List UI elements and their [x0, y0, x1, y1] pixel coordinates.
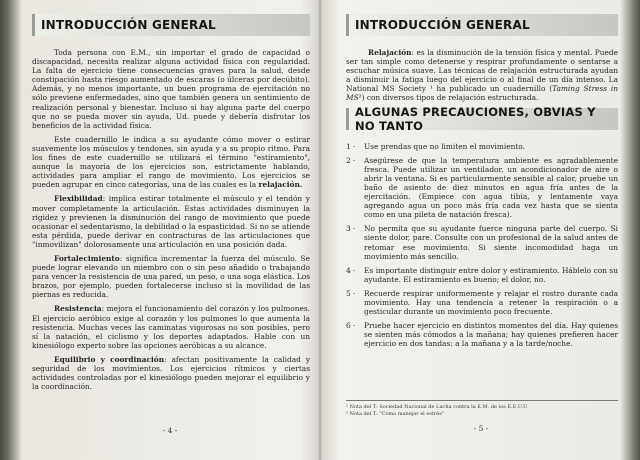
- footnotes: [346, 400, 618, 418]
- right-heading-bar: [346, 14, 618, 36]
- intro-paragraph: Toda persona con E.M., sin importar el grado de capacidad o discapacidad, necesita realizar alguna actividad física con regularidad. La falta de ejercicio tiene consecuencias graves para la salud, desde constipación hasta riesgo aumentado de escaras (o úlceras por decúbito). Además, y no menos importante, un buen programa de ejercitación no sólo previene enfermedades, sino que también genera un sentimiento de realización personal y bienestar. Incluso si hay alguna parte del cuerpo que no se pueda mover sin ayuda, Ud. puede y debería disfrutar los beneficios de la actividad física.: [32, 48, 310, 130]
- list-item-text: Asegúrese de que la temperatura ambiente es agradablemente fresca. Puede utilizar un ventilador, un acondicionador de aire o abrir la ventana. Si es particularmente sensible al calor, pruebe un baño de asiento de diez minutos en agua fría antes de la ejercitación. (Empiece con agua tibia, y lentamente vaya agregando agua un poco más fría cada vez hasta que se sienta como en una pileta de natación fresca).: [364, 155, 618, 220]
- precautions-list: [346, 142, 618, 349]
- left-page-title: INTRODUCCIÓN GENERAL: [41, 18, 216, 32]
- strengthening-paragraph: Fortalecimiento: significa incrementar la fuerza del músculo. Se puede lograr elevando un miembro con o sin peso añadido o trabajando para vencer la resistencia de una pared, un peso, o una soga elástica. Los brazos, por ejemplo, pueden fortalecerse incluso si la movilidad de las piernas es reducida.: [32, 253, 310, 300]
- list-item: [346, 266, 618, 284]
- endurance-paragraph: Resistencia: mejora el funcionamiento del corazón y los pulmones. El ejercicio aeróbico exige al corazón y los pulmones lo que aumenta la resistencia. Muchas veces las caminatas vigorosas no son posibles, pero sí la natación, el ciclismo y los deportes adaptados. Hable con un kinesiólogo experto sobre las opciones aeróbicas a su alcance.: [32, 304, 310, 350]
- list-item: [346, 321, 618, 348]
- list-item-number: 6 ·: [346, 321, 356, 331]
- list-item-number: 3 ·: [346, 224, 356, 234]
- footnote: ¹ Nota del T: Sociedad Nacional de Lucha contra la E.M. de los E.E.U.U: [346, 404, 528, 410]
- relaxation-paragraph: Relajación: es la disminución de la tensión física y mental. Puede ser tan simple como detenerse y respirar profundamente o sentarse a escuchar música suave. Las técnicas de relajación estructurada ayudan a disminuir la fatiga luego del ejercicio o al final de un día intenso. La National MS Society ¹ ha publicado un cuadernillo (Taming Stress in MS²) con diversos tipos de relajación estructurada.: [346, 48, 618, 103]
- list-item-number: 5 ·: [346, 288, 356, 298]
- list-item-text: Use prendas que no limiten el movimiento.: [364, 141, 525, 151]
- list-item: [346, 289, 618, 316]
- list-item-number: 4 ·: [346, 265, 356, 275]
- left-page-number: - 4 -: [162, 426, 178, 435]
- right-page-number: - 5 -: [473, 424, 489, 433]
- flexibility-paragraph: Flexibilidad: implica estirar totalmente el músculo y el tendón y mover completamente la articulación. Estas actividades disminuyen la rigidez y previenen la disminución del rango de movimiento que puede ocasionar el sedentarismo, la debilidad o la espasticidad. Si no se atiende esta pérdida, puede derivar en contracturas de las articulaciones que "inmovilizan" dolorosamente una articulación en una posición dada.: [32, 194, 310, 249]
- right-page: [336, 0, 626, 460]
- booklet-purpose-paragraph: Este cuadernillo le indica a su ayudante cómo mover o estirar suavemente los músculos y tendones, sin ayuda y a su propio ritmo. Para los fines de este cuadernillo se utilizará el término "estiramiento", aunque la mayoría de los ejercicios son, estrictamente hablando, actividades para ampliar el rango de movimiento. Los ejercicios se pueden agrupar en cinco categorías, una de las cuales es la relajación.: [32, 134, 310, 190]
- list-item-text: No permita que su ayudante fuerce ninguna parte del cuerpo. Si siente dolor, pare. Consulte con un profesional de la salud antes de retomar ese movimiento. Si siente incomodidad haga un movimiento más sencillo.: [364, 224, 618, 261]
- list-item-number: 2 ·: [346, 155, 356, 165]
- list-item-text: Pruebe hacer ejercicio en distintos momentos del día. Hay quienes se sienten más cómodos a la mañana; hay quienes prefieren hacer ejercicio en dos tandas: a la mañana y a la tarde/noche.: [364, 321, 618, 349]
- list-item: [346, 156, 618, 220]
- list-item: [346, 142, 618, 151]
- left-page: [22, 0, 318, 460]
- list-item: [346, 224, 618, 260]
- right-page-title: INTRODUCCIÓN GENERAL: [355, 18, 530, 32]
- precautions-title: ALGUNAS PRECAUCIONES, OBVIAS Y NO TANTO: [355, 104, 596, 133]
- footnote: ² Nota del T: "Cómo manejar el estrés": [346, 411, 445, 417]
- precautions-heading-bar: [346, 104, 618, 133]
- left-heading-bar: [32, 14, 310, 36]
- list-item-text: Es importante distinguir entre dolor y estiramiento. Háblelo con su ayudante. El estiramiento es bueno; el dolor, no.: [364, 265, 618, 284]
- list-item-text: Recuerde respirar uniformemente y relajar el rostro durante cada movimiento. Hay una tendencia a retener la respiración o a gesticular durante un movimiento poco frecuente.: [364, 288, 618, 317]
- list-item-number: 1 ·: [346, 141, 356, 151]
- balance-paragraph: Equilibrio y coordinación: afectan positivamente la calidad y seguridad de los movimientos. Los ejercicios rítmicos y ciertas actividades controladas por el kinesiólogo pueden mejorar el equilibrio y la coordinación.: [32, 354, 310, 392]
